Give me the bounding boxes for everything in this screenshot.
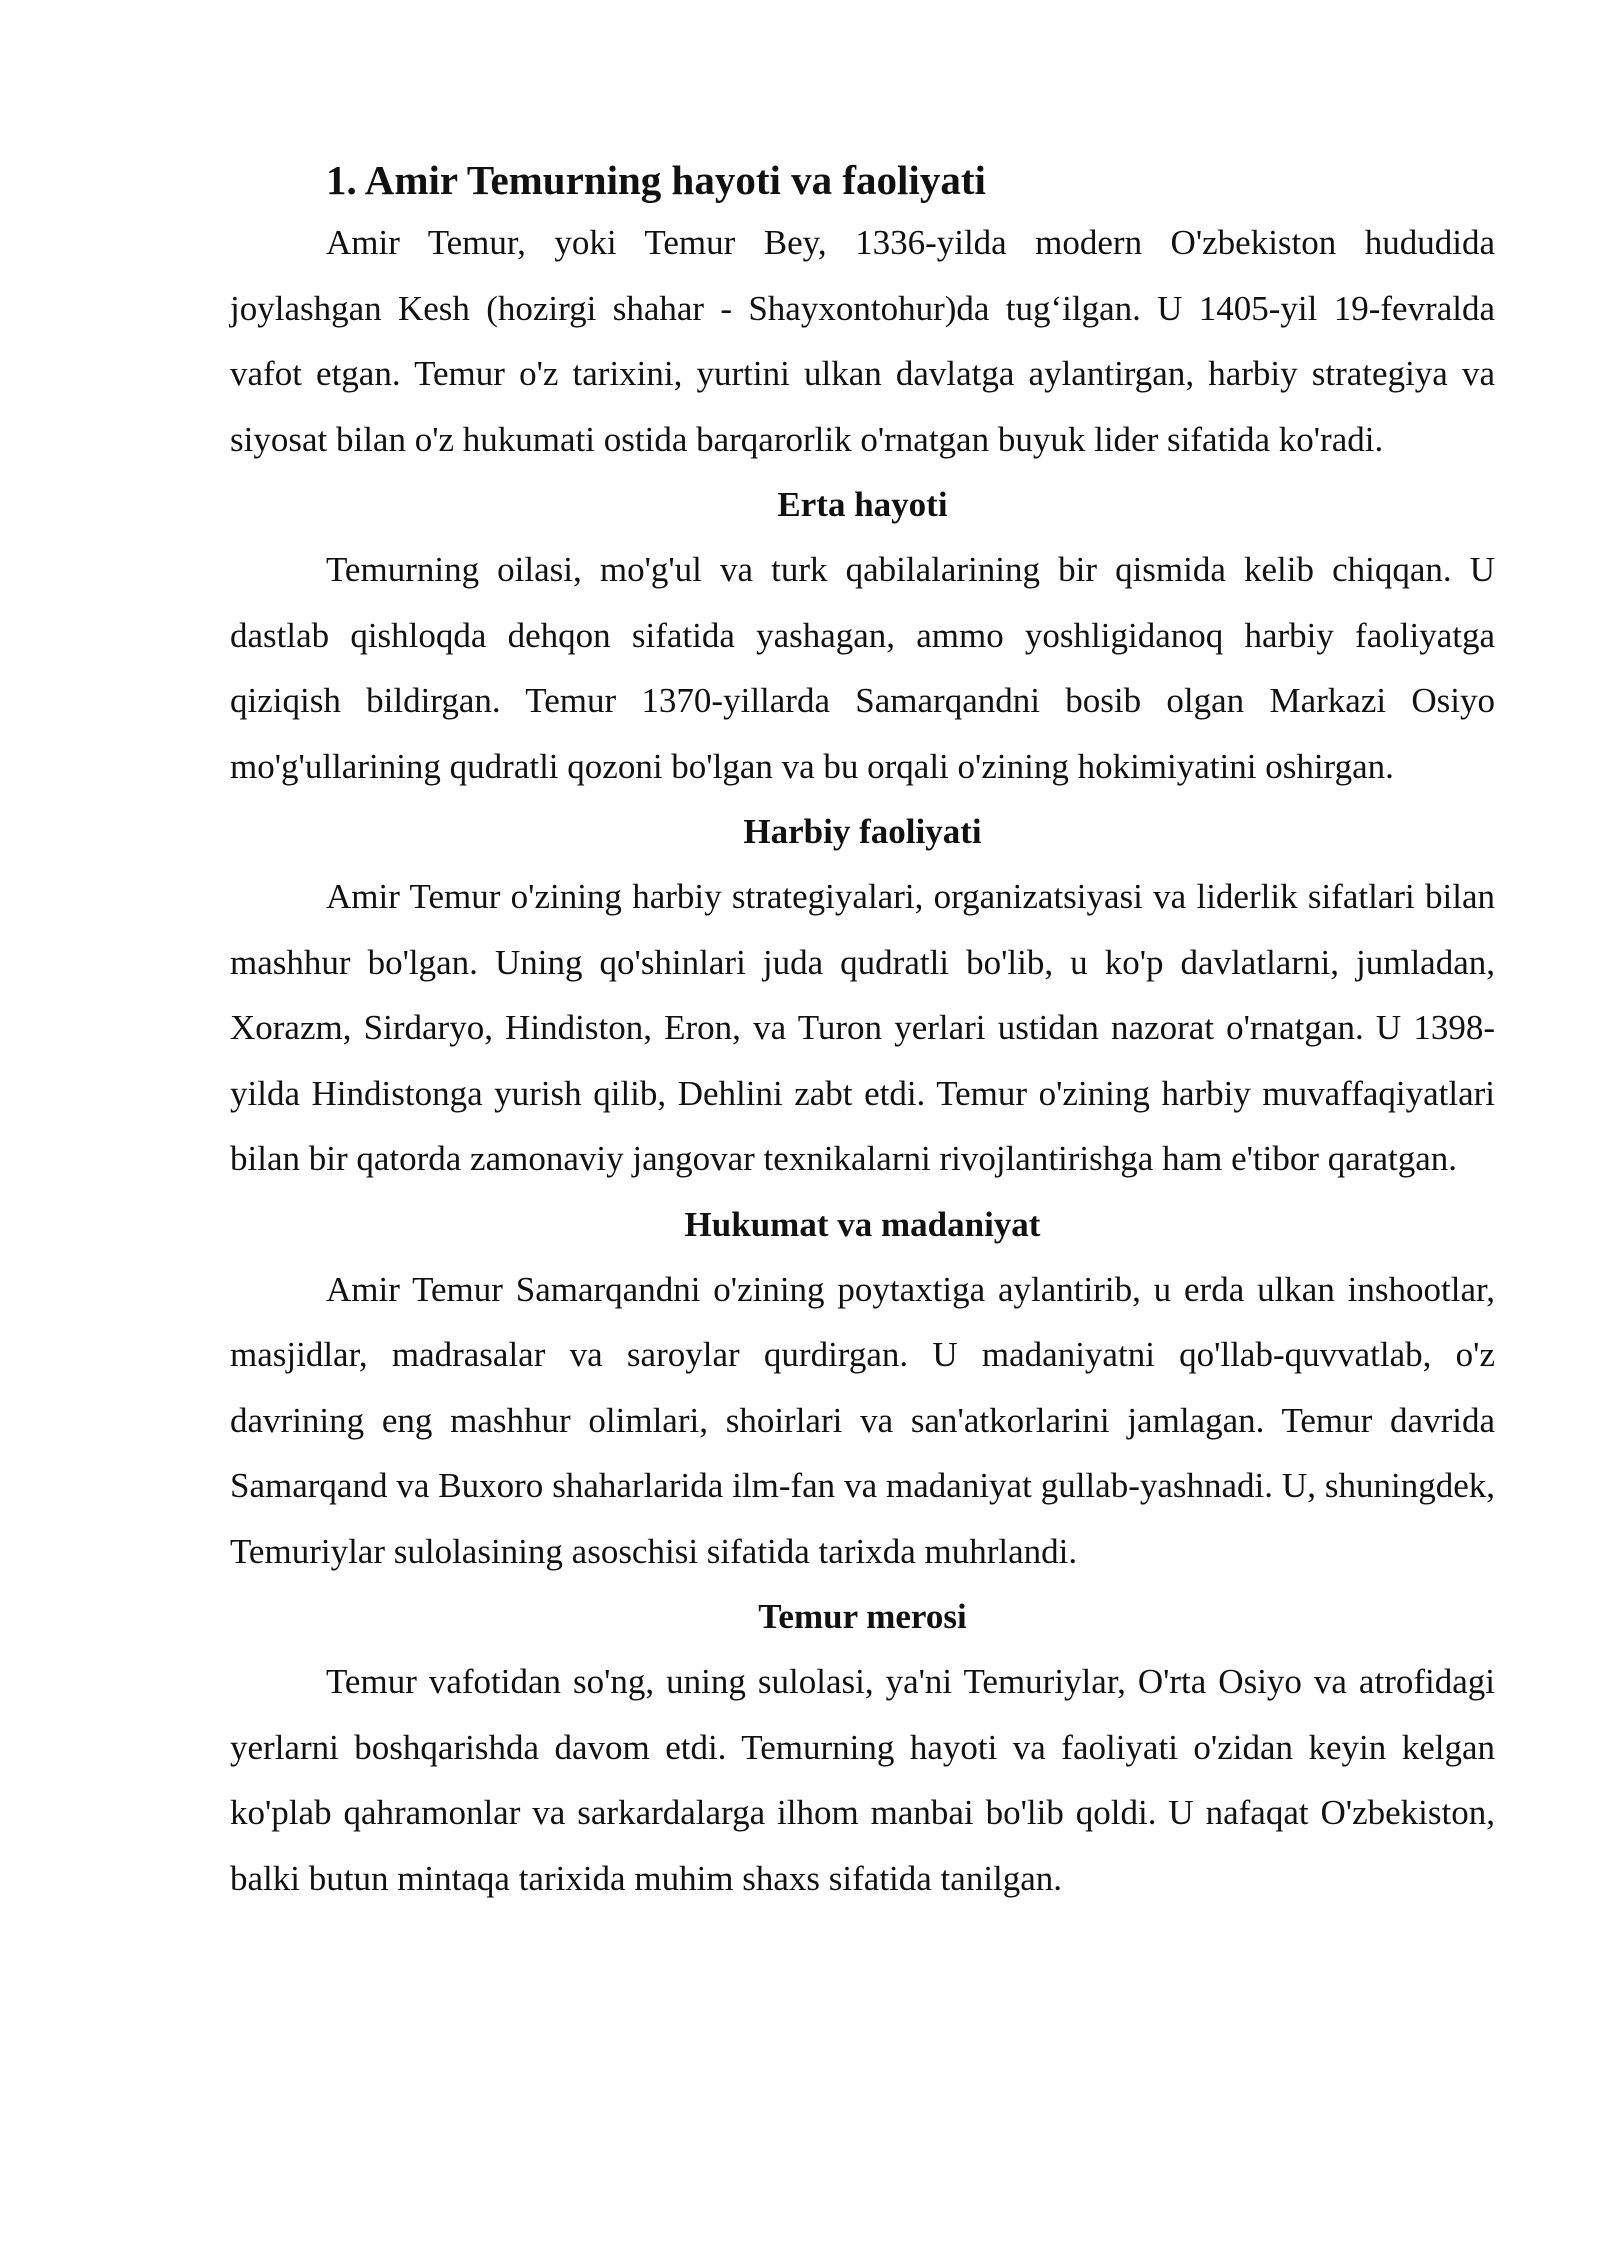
- section-heading-hukumat-va-madaniyat: Hukumat va madaniyat: [684, 1204, 1041, 1244]
- section-paragraph-harbiy-faoliyati: Amir Temur o'zining harbiy strategiyalari, organizatsiyasi va liderlik sifatlari bilan mashhur bo'lgan. Uning qo'shinlari juda qudratli bo'lib, u ko'p davlatlarni, jumladan, Xorazm, Sirdaryo, Hindiston, Eron, va Turon yerlari ustidan nazorat o'rnatgan. U 1398-yilda Hindistonga yurish qilib, Dehlini zabt etdi. Temur o'zining harbiy muvaffaqiyatlari bilan bir qatorda zamonaviy jangovar texnikalarni rivojlantirishga ham e'tibor qaratgan.: [230, 877, 1495, 1178]
- section-paragraph-temur-merosi: Temur vafotidan so'ng, uning sulolasi, ya'ni Temuriylar, O'rta Osiyo va atrofidagi yerlarni boshqarishda davom etdi. Temurning hayoti va faoliyati o'zidan keyin kelgan ko'plab qahramonlar va sarkardalarga ilhom manbai bo'lib qoldi. U nafaqat O'zbekiston, balki butun mintaqa tarixida muhim shaxs sifatida tanilgan.: [230, 1662, 1495, 1898]
- section-paragraph-hukumat-va-madaniyat: Amir Temur Samarqandni o'zining poytaxtiga aylantirib, u erda ulkan inshootlar, masjidlar, madrasalar va saroylar qurdirgan. U madaniyatni qo'llab-quvvatlab, o'z davrining eng mashhur olimlari, shoirlari va san'atkorlarini jamlagan. Temur davrida Samarqand va Buxoro shaharlarida ilm-fan va madaniyat gullab-yashnadi. U, shuningdek, Temuriylar sulolasining asoschisi sifatida tarixda muhrlandi.: [230, 1269, 1495, 1571]
- section-heading-temur-merosi: Temur merosi: [758, 1597, 967, 1636]
- section-paragraph-erta-hayoti: Temurning oilasi, mo'g'ul va turk qabilalarining bir qismida kelib chiqqan. U dastlab qishloqda dehqon sifatida yashagan, ammo yoshligidanoq harbiy faoliyatga qiziqish bildirgan. Temur 1370-yillarda Samarqandni bosib olgan Markazi Osiyo mo'g'ullarining qudratli qozoni bo'lgan va bu orqali o'zining hokimiyatini oshirgan.: [230, 550, 1495, 786]
- section-heading-harbiy-faoliyati: Harbiy faoliyati: [743, 812, 982, 851]
- document-page: [230, 150, 1495, 1911]
- section-heading-erta-hayoti: Erta hayoti: [777, 485, 948, 524]
- document-title: 1. Amir Temurning hayoti va faoliyati: [326, 157, 986, 203]
- intro-paragraph: Amir Temur, yoki Temur Bey, 1336-yilda modern O'zbekiston hududida joylashgan Kesh (hozirgi shahar - Shayxontohur)da tug‘ilgan. U 1405-yil 19-fevralda vafot etgan. Temur o'z tarixini, yurtini ulkan davlatga aylantirgan, harbiy strategiya va siyosat bilan o'z hukumati ostida barqarorlik o'rnatgan buyuk lider sifatida ko'radi.: [230, 223, 1495, 459]
